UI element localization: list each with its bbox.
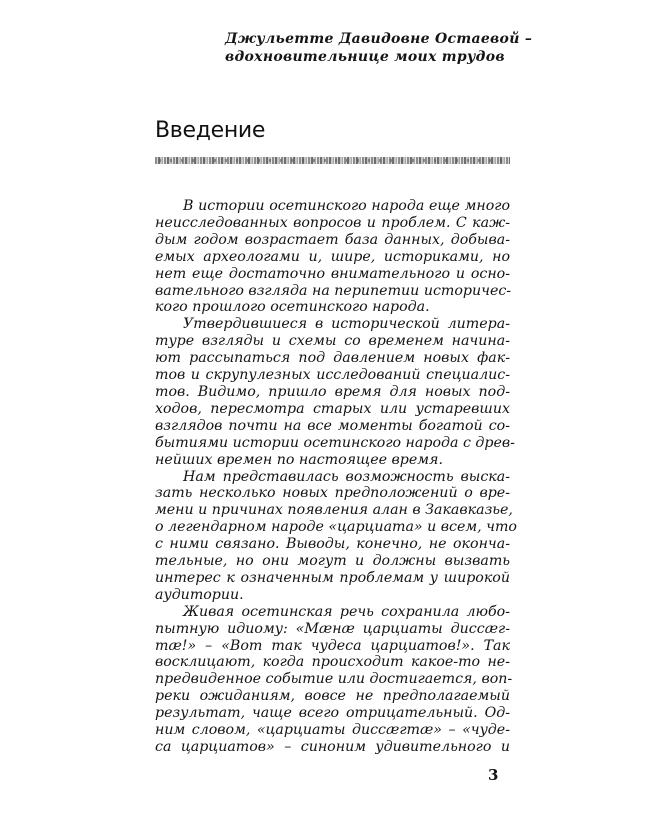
text-line: тельные, но они могут и должны вызвать — [155, 553, 510, 570]
dedication-line: вдохновительнице моих трудов — [225, 49, 505, 65]
dedication — [225, 30, 533, 66]
body-text — [155, 198, 517, 756]
text-line: ходов, пересмотра старых или устаревших — [155, 400, 510, 417]
dedication-line: Джульетте Давидовне Остаевой – — [225, 31, 533, 47]
text-line: ют рассыпаться под давлением новых фак- — [155, 350, 510, 367]
text-line: тов и скрупулезных исследований специалис- — [155, 367, 510, 384]
chapter-title: Введение — [155, 118, 266, 143]
text-line: мени и причинах появления алан в Закавказье, — [155, 502, 513, 519]
text-line: Нам представилась возможность выска- — [183, 468, 510, 485]
text-line: неисследованных вопросов и проблем. С каж- — [155, 214, 510, 231]
text-line: предвиденное событие или достигается, воп- — [155, 671, 513, 688]
ornamental-divider — [155, 157, 510, 164]
text-line: бытиями истории осетинского народа с древ- — [155, 434, 515, 451]
text-line: нейших времен по настоящее время. — [155, 451, 443, 468]
text-line: аудитории. — [155, 586, 244, 603]
text-line: с ними связано. Выводы, конечно, не оконча- — [155, 536, 510, 553]
text-line: Живая осетинская речь сохранила любо- — [183, 603, 510, 620]
text-line: реки ожиданиям, вовсе не предполагаемый — [155, 688, 510, 705]
text-line: нет еще достаточно внимательного и осно- — [155, 265, 510, 282]
text-line: кого прошлого осетинского народа. — [155, 299, 430, 316]
text-line: емых археологами и, шире, историками, но — [155, 248, 510, 265]
text-line: дым годом возрастает база данных, добыва- — [155, 231, 510, 248]
text-line: о легендарном народе «царциата» и всем, что — [155, 519, 517, 536]
text-line: результат, чаще всего отрицательный. Од- — [155, 705, 510, 722]
text-line: зать несколько новых предположений о вре- — [155, 485, 510, 502]
text-line: В истории осетинского народа еще много — [183, 198, 510, 214]
text-line: ним словом, «царциаты диссæгтæ» – «чуде- — [155, 722, 510, 739]
text-line: взглядов почти на все моменты богатой со- — [155, 417, 510, 434]
text-line: Утвердившиеся в исторической литера- — [183, 316, 510, 333]
text-line: интерес к означенным проблемам у широкой — [155, 569, 510, 586]
text-line: са царциатов» – синоним удивительного и — [155, 739, 510, 755]
text-line: тов. Видимо, пришло время для новых под- — [155, 383, 510, 400]
text-line: пытную идиому: «Мæнæ царциаты диссæг- — [155, 620, 510, 637]
page-number: 3 — [488, 766, 499, 784]
text-line: вательного взгляда на перипетии историчес- — [155, 282, 512, 299]
text-line: туре взгляды и схемы со временем начина- — [155, 333, 510, 350]
text-line: восклицают, когда происходит какое-то не- — [155, 654, 510, 671]
text-line: тæ!» – «Вот так чудеса царциатов!». Так — [155, 637, 510, 654]
